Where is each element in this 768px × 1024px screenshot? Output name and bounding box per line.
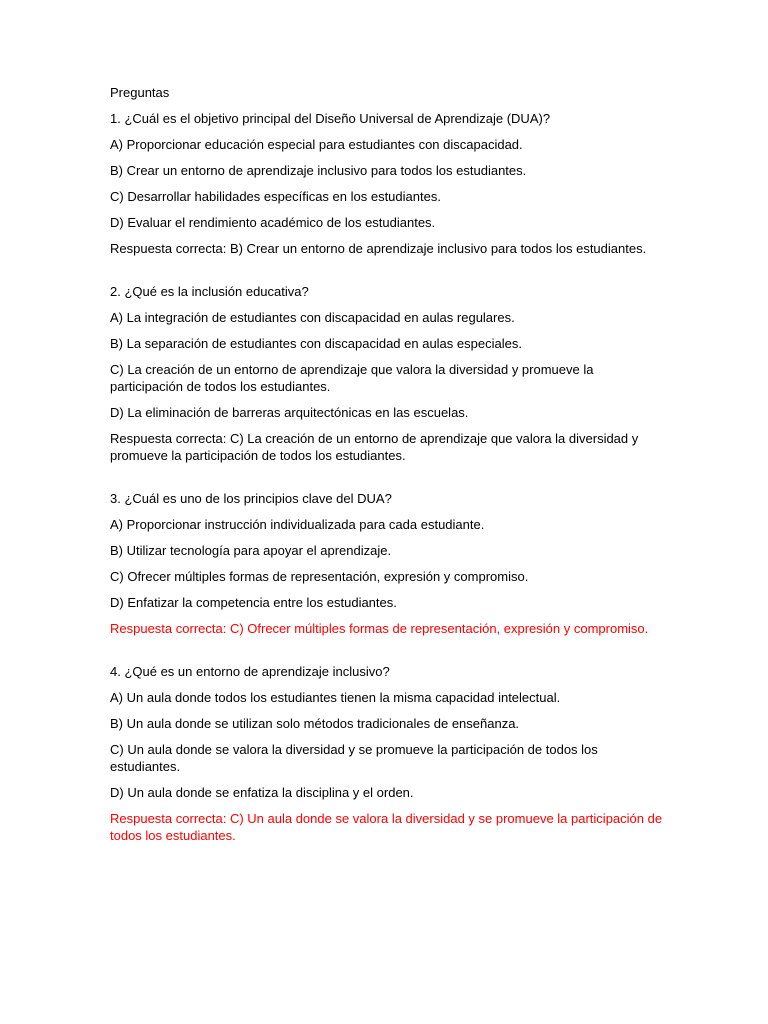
option-c: C) La creación de un entorno de aprendizaje que valora la diversidad y promueve la participación de todos los estudiantes.: [110, 362, 594, 394]
option-d: D) Un aula donde se enfatiza la disciplina y el orden.: [110, 785, 414, 800]
option-c: C) Desarrollar habilidades específicas en los estudiantes.: [110, 189, 441, 204]
question-block-3: [110, 490, 670, 637]
option-c: C) Ofrecer múltiples formas de representación, expresión y compromiso.: [110, 569, 529, 584]
question-block-2: [110, 283, 670, 464]
question-title: 2. ¿Qué es la inclusión educativa?: [110, 284, 309, 299]
section-spacer: [110, 473, 670, 490]
option-b: B) Un aula donde se utilizan solo métodos tradicionales de enseñanza.: [110, 716, 520, 731]
document-heading: Preguntas: [110, 85, 170, 100]
option-a: A) Proporcionar educación especial para estudiantes con discapacidad.: [110, 137, 523, 152]
option-c: C) Un aula donde se valora la diversidad y se promueve la participación de todos los estudiantes.: [110, 742, 598, 774]
option-a: A) Un aula donde todos los estudiantes tienen la misma capacidad intelectual.: [110, 690, 561, 705]
question-block-1: [110, 110, 670, 257]
option-a: A) La integración de estudiantes con discapacidad en aulas regulares.: [110, 310, 515, 325]
question-block-4: [110, 663, 670, 844]
correct-answer: Respuesta correcta: C) La creación de un entorno de aprendizaje que valora la diversidad y promueve la participación de todos los estudiantes.: [110, 431, 639, 463]
option-b: B) Crear un entorno de aprendizaje inclusivo para todos los estudiantes.: [110, 163, 527, 178]
section-spacer: [110, 266, 670, 283]
option-a: A) Proporcionar instrucción individualizada para cada estudiante.: [110, 517, 485, 532]
correct-answer: Respuesta correcta: C) Un aula donde se valora la diversidad y se promueve la participación de todos los estudiantes.: [110, 811, 663, 843]
option-d: D) Enfatizar la competencia entre los estudiantes.: [110, 595, 397, 610]
section-spacer: [110, 646, 670, 663]
option-b: B) La separación de estudiantes con discapacidad en aulas especiales.: [110, 336, 522, 351]
option-d: D) La eliminación de barreras arquitectónicas en las escuelas.: [110, 405, 469, 420]
question-title: 4. ¿Qué es un entorno de aprendizaje inclusivo?: [110, 664, 390, 679]
option-b: B) Utilizar tecnología para apoyar el aprendizaje.: [110, 543, 392, 558]
correct-answer: Respuesta correcta: C) Ofrecer múltiples formas de representación, expresión y compromiso.: [110, 621, 649, 636]
document-page: [110, 84, 670, 853]
correct-answer: Respuesta correcta: B) Crear un entorno de aprendizaje inclusivo para todos los estudiantes.: [110, 241, 647, 256]
question-title: 1. ¿Cuál es el objetivo principal del Diseño Universal de Aprendizaje (DUA)?: [110, 111, 551, 126]
question-title: 3. ¿Cuál es uno de los principios clave del DUA?: [110, 491, 392, 506]
option-d: D) Evaluar el rendimiento académico de los estudiantes.: [110, 215, 436, 230]
